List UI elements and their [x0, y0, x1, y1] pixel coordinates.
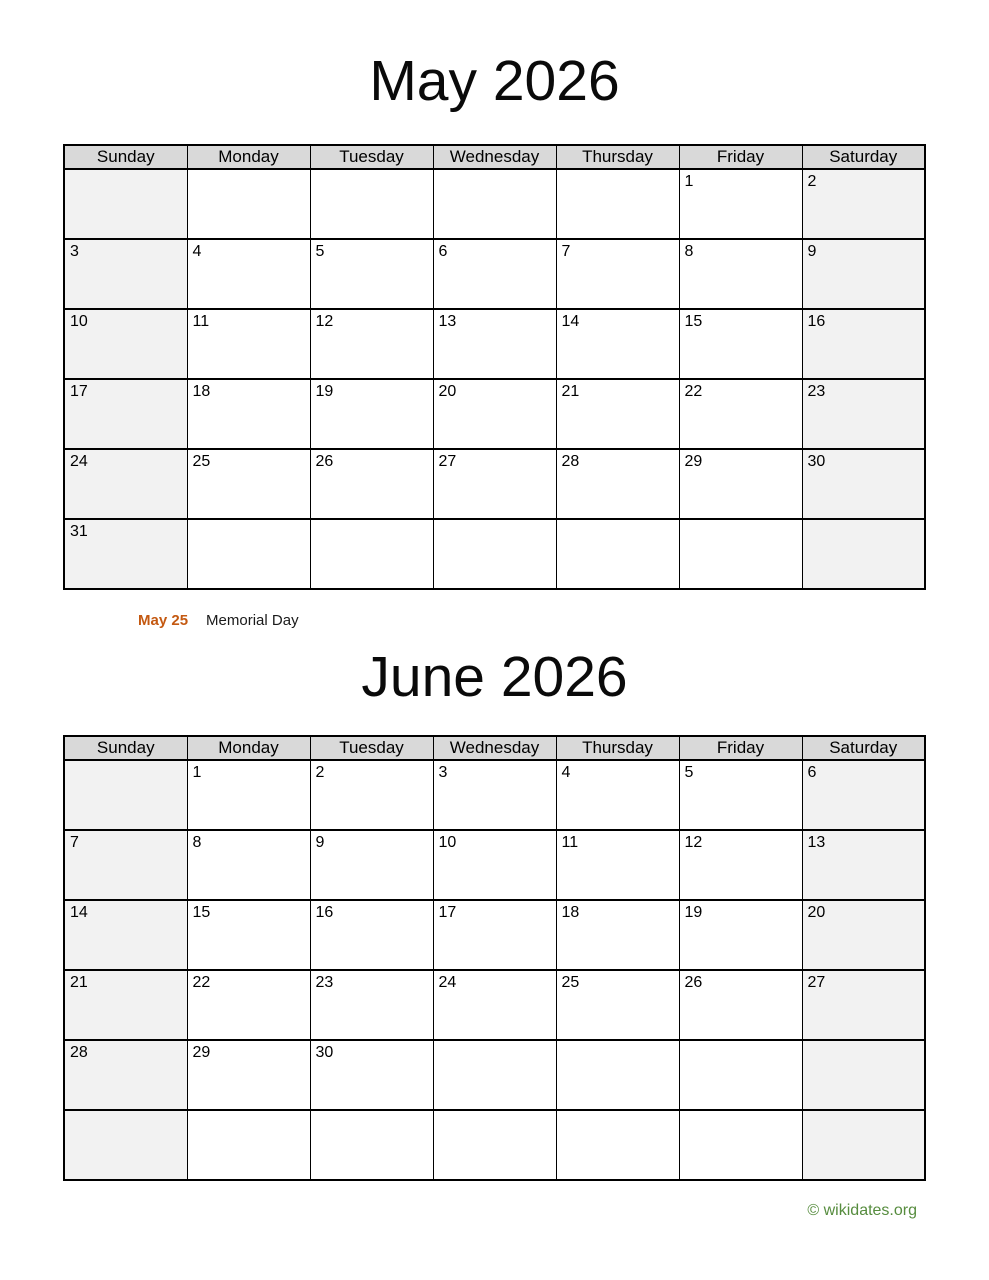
week-row — [64, 970, 925, 1040]
day-cell: 7 — [556, 239, 679, 309]
day-cell: 12 — [310, 309, 433, 379]
day-cell: 24 — [64, 449, 187, 519]
empty-day-cell — [556, 1040, 679, 1110]
day-cell: 17 — [433, 900, 556, 970]
weekday-header: Thursday — [556, 736, 679, 760]
empty-day-cell — [556, 519, 679, 589]
day-cell: 26 — [310, 449, 433, 519]
day-cell: 4 — [187, 239, 310, 309]
day-cell: 28 — [64, 1040, 187, 1110]
day-cell: 19 — [310, 379, 433, 449]
day-cell: 22 — [679, 379, 802, 449]
day-cell: 2 — [802, 169, 925, 239]
day-cell: 17 — [64, 379, 187, 449]
weekday-header: Wednesday — [433, 736, 556, 760]
empty-day-cell — [310, 1110, 433, 1180]
day-cell: 14 — [556, 309, 679, 379]
day-cell: 5 — [679, 760, 802, 830]
empty-day-cell — [64, 1110, 187, 1180]
empty-day-cell — [64, 169, 187, 239]
day-cell: 2 — [310, 760, 433, 830]
weekday-header: Tuesday — [310, 736, 433, 760]
day-cell: 18 — [556, 900, 679, 970]
week-row — [64, 900, 925, 970]
day-cell: 16 — [802, 309, 925, 379]
day-cell: 27 — [433, 449, 556, 519]
empty-day-cell — [802, 1040, 925, 1110]
day-cell: 30 — [802, 449, 925, 519]
day-cell: 6 — [802, 760, 925, 830]
weekday-header-row — [64, 145, 925, 169]
holiday-note — [138, 612, 989, 629]
calendar-may-2026 — [0, 0, 989, 629]
day-cell: 20 — [802, 900, 925, 970]
day-cell: 22 — [187, 970, 310, 1040]
weekday-header: Friday — [679, 736, 802, 760]
calendar-title: June 2026 — [361, 645, 628, 709]
week-row — [64, 239, 925, 309]
empty-day-cell — [64, 760, 187, 830]
empty-day-cell — [310, 169, 433, 239]
day-cell: 25 — [556, 970, 679, 1040]
day-cell: 3 — [433, 760, 556, 830]
day-cell: 19 — [679, 900, 802, 970]
calendar-table — [63, 735, 926, 1181]
day-cell: 14 — [64, 900, 187, 970]
day-cell: 1 — [679, 169, 802, 239]
day-cell: 13 — [802, 830, 925, 900]
week-row — [64, 830, 925, 900]
calendar-title: May 2026 — [369, 49, 620, 113]
day-cell: 21 — [556, 379, 679, 449]
holiday-label: Memorial Day — [206, 612, 299, 629]
empty-day-cell — [802, 1110, 925, 1180]
empty-day-cell — [187, 169, 310, 239]
day-cell: 26 — [679, 970, 802, 1040]
empty-day-cell — [679, 519, 802, 589]
week-row — [64, 1110, 925, 1180]
weekday-header: Sunday — [64, 145, 187, 169]
empty-day-cell — [556, 169, 679, 239]
weekday-header-row — [64, 736, 925, 760]
weekday-header: Monday — [187, 736, 310, 760]
empty-day-cell — [187, 519, 310, 589]
day-cell: 9 — [802, 239, 925, 309]
day-cell: 11 — [556, 830, 679, 900]
empty-day-cell — [433, 1040, 556, 1110]
day-cell: 7 — [64, 830, 187, 900]
empty-day-cell — [310, 519, 433, 589]
week-row — [64, 519, 925, 589]
day-cell: 27 — [802, 970, 925, 1040]
weekday-header: Saturday — [802, 145, 925, 169]
day-cell: 15 — [679, 309, 802, 379]
day-cell: 10 — [64, 309, 187, 379]
week-row — [64, 1040, 925, 1110]
empty-day-cell — [433, 169, 556, 239]
day-cell: 23 — [802, 379, 925, 449]
weekday-header: Sunday — [64, 736, 187, 760]
day-cell: 8 — [679, 239, 802, 309]
day-cell: 8 — [187, 830, 310, 900]
day-cell: 23 — [310, 970, 433, 1040]
day-cell: 24 — [433, 970, 556, 1040]
holiday-date: May 25 — [138, 612, 189, 629]
empty-day-cell — [433, 1110, 556, 1180]
calendar-june-2026 — [0, 643, 989, 1181]
day-cell: 12 — [679, 830, 802, 900]
day-cell: 4 — [556, 760, 679, 830]
weekday-header: Tuesday — [310, 145, 433, 169]
day-cell: 31 — [64, 519, 187, 589]
week-row — [64, 169, 925, 239]
week-row — [64, 379, 925, 449]
day-cell: 3 — [64, 239, 187, 309]
day-cell: 6 — [433, 239, 556, 309]
empty-day-cell — [802, 519, 925, 589]
day-cell: 11 — [187, 309, 310, 379]
day-cell: 30 — [310, 1040, 433, 1110]
calendar-table — [63, 144, 926, 590]
week-row — [64, 309, 925, 379]
day-cell: 5 — [310, 239, 433, 309]
week-row — [64, 760, 925, 830]
weekday-header: Friday — [679, 145, 802, 169]
day-cell: 29 — [679, 449, 802, 519]
day-cell: 28 — [556, 449, 679, 519]
day-cell: 25 — [187, 449, 310, 519]
day-cell: 1 — [187, 760, 310, 830]
weekday-header: Monday — [187, 145, 310, 169]
day-cell: 20 — [433, 379, 556, 449]
day-cell: 29 — [187, 1040, 310, 1110]
weekday-header: Wednesday — [433, 145, 556, 169]
day-cell: 18 — [187, 379, 310, 449]
empty-day-cell — [433, 519, 556, 589]
weekday-header: Saturday — [802, 736, 925, 760]
empty-day-cell — [187, 1110, 310, 1180]
week-row — [64, 449, 925, 519]
day-cell: 13 — [433, 309, 556, 379]
day-cell: 9 — [310, 830, 433, 900]
weekday-header: Thursday — [556, 145, 679, 169]
day-cell: 21 — [64, 970, 187, 1040]
footer-credit: © wikidates.org — [807, 1202, 917, 1219]
day-cell: 16 — [310, 900, 433, 970]
empty-day-cell — [679, 1110, 802, 1180]
empty-day-cell — [679, 1040, 802, 1110]
empty-day-cell — [556, 1110, 679, 1180]
day-cell: 15 — [187, 900, 310, 970]
day-cell: 10 — [433, 830, 556, 900]
